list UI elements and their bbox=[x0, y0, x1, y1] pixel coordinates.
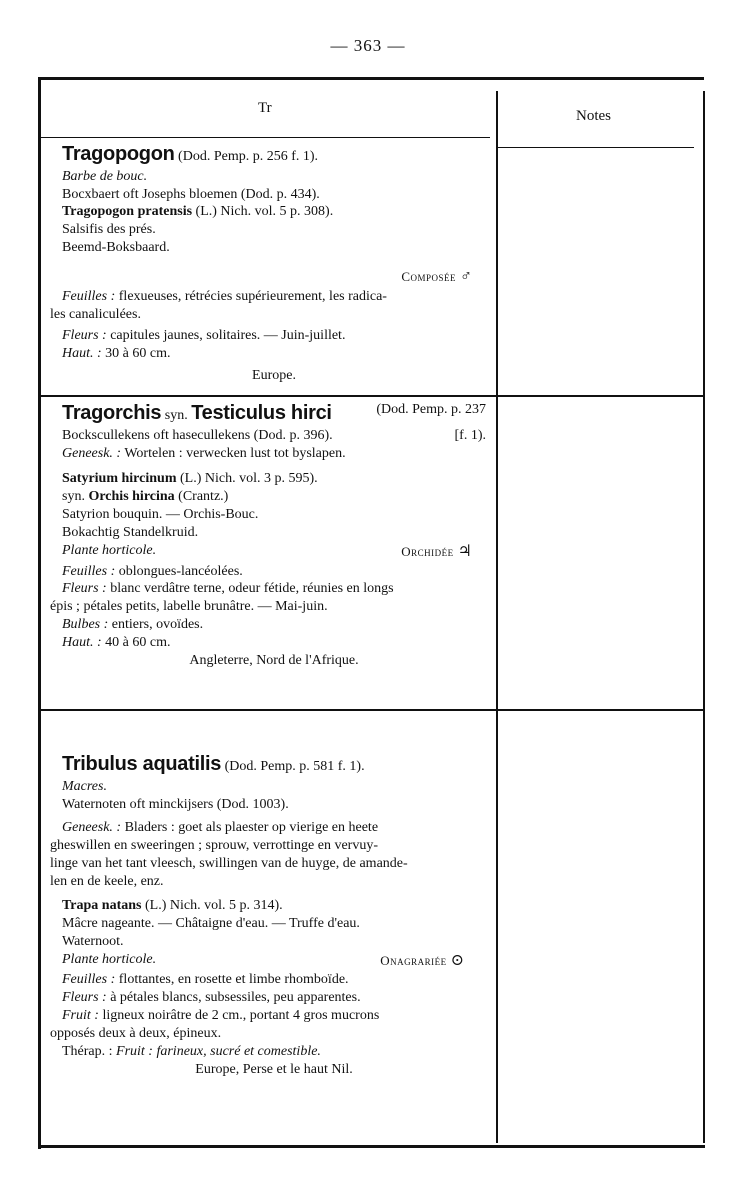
table-bottom-rule bbox=[38, 1145, 705, 1148]
fruit-label: Fruit : bbox=[62, 1008, 99, 1024]
haut-label: Haut. : bbox=[62, 635, 102, 651]
geneesk-text: Bladers : goet als plaester op vierige en heete bbox=[124, 820, 379, 836]
fleurs-text: capitules jaunes, solitaires. — Juin-juillet. bbox=[110, 328, 346, 344]
dutch-name-line bbox=[62, 427, 486, 445]
page-number: — 363 — bbox=[330, 36, 406, 55]
feuilles-label: Feuilles : bbox=[62, 972, 116, 988]
fruit-line bbox=[62, 1007, 486, 1025]
syn-word: syn. bbox=[164, 408, 188, 423]
feuilles-line bbox=[62, 563, 486, 581]
entry-tribulus bbox=[50, 752, 486, 1079]
haut-text: 30 à 60 cm. bbox=[105, 346, 171, 362]
reference-end: [f. 1). bbox=[454, 427, 486, 443]
fleurs-continued: épis ; pétales petits, labelle brunâtre. — Mai-juin. bbox=[50, 599, 328, 615]
geneesk-label: Geneesk. : bbox=[62, 820, 122, 836]
synonym-name: Testiculus hirci bbox=[191, 402, 332, 424]
male-symbol-icon: ♂ bbox=[460, 268, 472, 286]
geneesk-text: Wortelen : verwecken lust tot byslapen. bbox=[124, 445, 346, 461]
fleurs-label: Fleurs : bbox=[62, 328, 107, 344]
genus-name: Tragorchis bbox=[62, 402, 162, 424]
table-right-border bbox=[703, 91, 705, 1143]
entry-separator-1 bbox=[40, 395, 705, 397]
dutch-common-name: Beemd-Boksbaard. bbox=[62, 240, 170, 256]
fleurs-label: Fleurs : bbox=[62, 990, 107, 1006]
french-common-name: Mâcre nageante. — Châtaigne d'eau. — Truffe d'eau. bbox=[62, 915, 360, 931]
dutch-name: Waternoten oft minckijsers (Dod. 1003). bbox=[62, 796, 289, 812]
therap-label: Thérap. : bbox=[62, 1043, 113, 1059]
species-reference: (L.) Nich. vol. 3 p. 595). bbox=[179, 471, 318, 487]
dutch-name: Bockscullekens oft hasecullekens (Dod. p. 396). bbox=[62, 427, 333, 443]
fruit-continued: opposés deux à deux, épineux. bbox=[50, 1025, 222, 1041]
genus-name: Tragopogon bbox=[62, 143, 175, 165]
therap-text: Fruit : farineux, sucré et comestible. bbox=[116, 1043, 321, 1059]
region: Angleterre, Nord de l'Afrique. bbox=[189, 653, 359, 669]
bulbes-line bbox=[62, 616, 486, 634]
syn-word-2: syn. bbox=[62, 489, 85, 505]
fleurs-line bbox=[62, 989, 486, 1007]
geneesk-line bbox=[62, 445, 486, 463]
family-name: Orchidée bbox=[401, 544, 454, 560]
dutch-name: Bocxbaert oft Josephs bloemen (Dod. p. 434). bbox=[62, 186, 320, 202]
feuilles-text: flottantes, en rosette et limbe rhomboïde. bbox=[118, 972, 349, 988]
perennial-symbol-icon: ♃ bbox=[457, 543, 472, 561]
family-line bbox=[62, 267, 486, 287]
geneesk-line bbox=[62, 819, 486, 837]
bulbes-label: Bulbes : bbox=[62, 617, 109, 633]
table-left-border bbox=[38, 79, 41, 1149]
entry-heading bbox=[62, 752, 486, 778]
species-line bbox=[62, 897, 486, 915]
fleurs-line bbox=[62, 580, 486, 598]
french-name: Barbe de bouc. bbox=[62, 168, 148, 184]
geneesk-label: Geneesk. : bbox=[62, 445, 122, 461]
synonym-species: Orchis hircina bbox=[88, 489, 175, 505]
entry-tragorchis bbox=[50, 401, 486, 670]
horticole-note: Plante horticole. bbox=[62, 951, 157, 967]
reference: (Dod. Pemp. p. 256 f. 1). bbox=[178, 149, 319, 164]
feuilles-line bbox=[62, 288, 486, 306]
entry-heading bbox=[62, 401, 486, 427]
feuilles-label: Feuilles : bbox=[62, 288, 116, 304]
header-rule-right bbox=[498, 147, 694, 148]
family-name: Onagrariée bbox=[380, 952, 447, 968]
feuilles-continued: les canaliculées. bbox=[50, 306, 141, 322]
region: Europe. bbox=[252, 368, 296, 384]
species-line bbox=[62, 470, 486, 488]
geneesk-continued-1: gheswillen en sweeringen ; sprouw, verrottinge en vervuy- bbox=[50, 838, 378, 854]
synonym-line bbox=[62, 203, 486, 221]
therap-line bbox=[62, 1043, 486, 1061]
reference: (Dod. Pemp. p. 581 f. 1). bbox=[224, 759, 365, 774]
table-top-rule bbox=[38, 77, 704, 80]
family-line bbox=[62, 951, 486, 971]
species-reference: (L.) Nich. vol. 5 p. 314). bbox=[144, 898, 283, 914]
french-common-name: Satyrion bouquin. — Orchis-Bouc. bbox=[62, 507, 259, 523]
species-name: Tragopogon pratensis bbox=[62, 204, 193, 220]
haut-text: 40 à 60 cm. bbox=[105, 635, 171, 651]
header-left-label: Tr bbox=[258, 100, 272, 116]
haut-line bbox=[62, 345, 486, 363]
header-rule-left bbox=[40, 137, 490, 138]
species-reference: (L.) Nich. vol. 5 p. 308). bbox=[195, 204, 334, 220]
feuilles-text: flexueuses, rétrécies supérieurement, les radica- bbox=[118, 288, 387, 304]
entry-separator-2 bbox=[40, 709, 705, 711]
synonym-author: (Crantz.) bbox=[178, 489, 229, 505]
fleurs-text: à pétales blancs, subsessiles, peu apparentes. bbox=[110, 990, 361, 1006]
feuilles-line bbox=[62, 971, 486, 989]
bulbes-text: entiers, ovoïdes. bbox=[111, 617, 204, 633]
fleurs-line bbox=[62, 327, 486, 345]
french-name: Macres. bbox=[62, 778, 107, 794]
fruit-text: ligneux noirâtre de 2 cm., portant 4 gros mucrons bbox=[102, 1008, 380, 1024]
table-column-divider bbox=[496, 91, 498, 1143]
family-name: Composée bbox=[401, 269, 456, 285]
genus-name: Tribulus aquatilis bbox=[62, 753, 222, 775]
entry-heading bbox=[62, 142, 486, 168]
geneesk-continued-3: len en de keele, enz. bbox=[50, 874, 164, 890]
dutch-common-name: Waternoot. bbox=[62, 933, 124, 949]
species-name: Trapa natans bbox=[62, 898, 142, 914]
entry-tragopogon bbox=[50, 142, 486, 385]
feuilles-text: oblongues-lancéolées. bbox=[118, 563, 243, 579]
region: Europe, Perse et le haut Nil. bbox=[195, 1061, 353, 1077]
annual-symbol-icon: ⊙ bbox=[450, 951, 464, 969]
fleurs-text: blanc verdâtre terne, odeur fétide, réunies en longs bbox=[110, 581, 394, 597]
french-common-name: Salsifis des prés. bbox=[62, 222, 156, 238]
haut-label: Haut. : bbox=[62, 346, 102, 362]
family-line bbox=[62, 542, 486, 562]
haut-line bbox=[62, 634, 486, 652]
reference: (Dod. Pemp. p. 237 bbox=[376, 402, 486, 417]
synonym-line bbox=[62, 488, 486, 506]
header-notes-label: Notes bbox=[576, 108, 611, 124]
feuilles-label: Feuilles : bbox=[62, 563, 116, 579]
dutch-common-name: Bokachtig Standelkruid. bbox=[62, 525, 199, 541]
species-name: Satyrium hircinum bbox=[62, 471, 177, 487]
fleurs-label: Fleurs : bbox=[62, 581, 107, 597]
geneesk-continued-2: linge van het tant vleesch, swillingen van de huyge, de amande- bbox=[50, 856, 408, 872]
horticole-note: Plante horticole. bbox=[62, 543, 157, 559]
